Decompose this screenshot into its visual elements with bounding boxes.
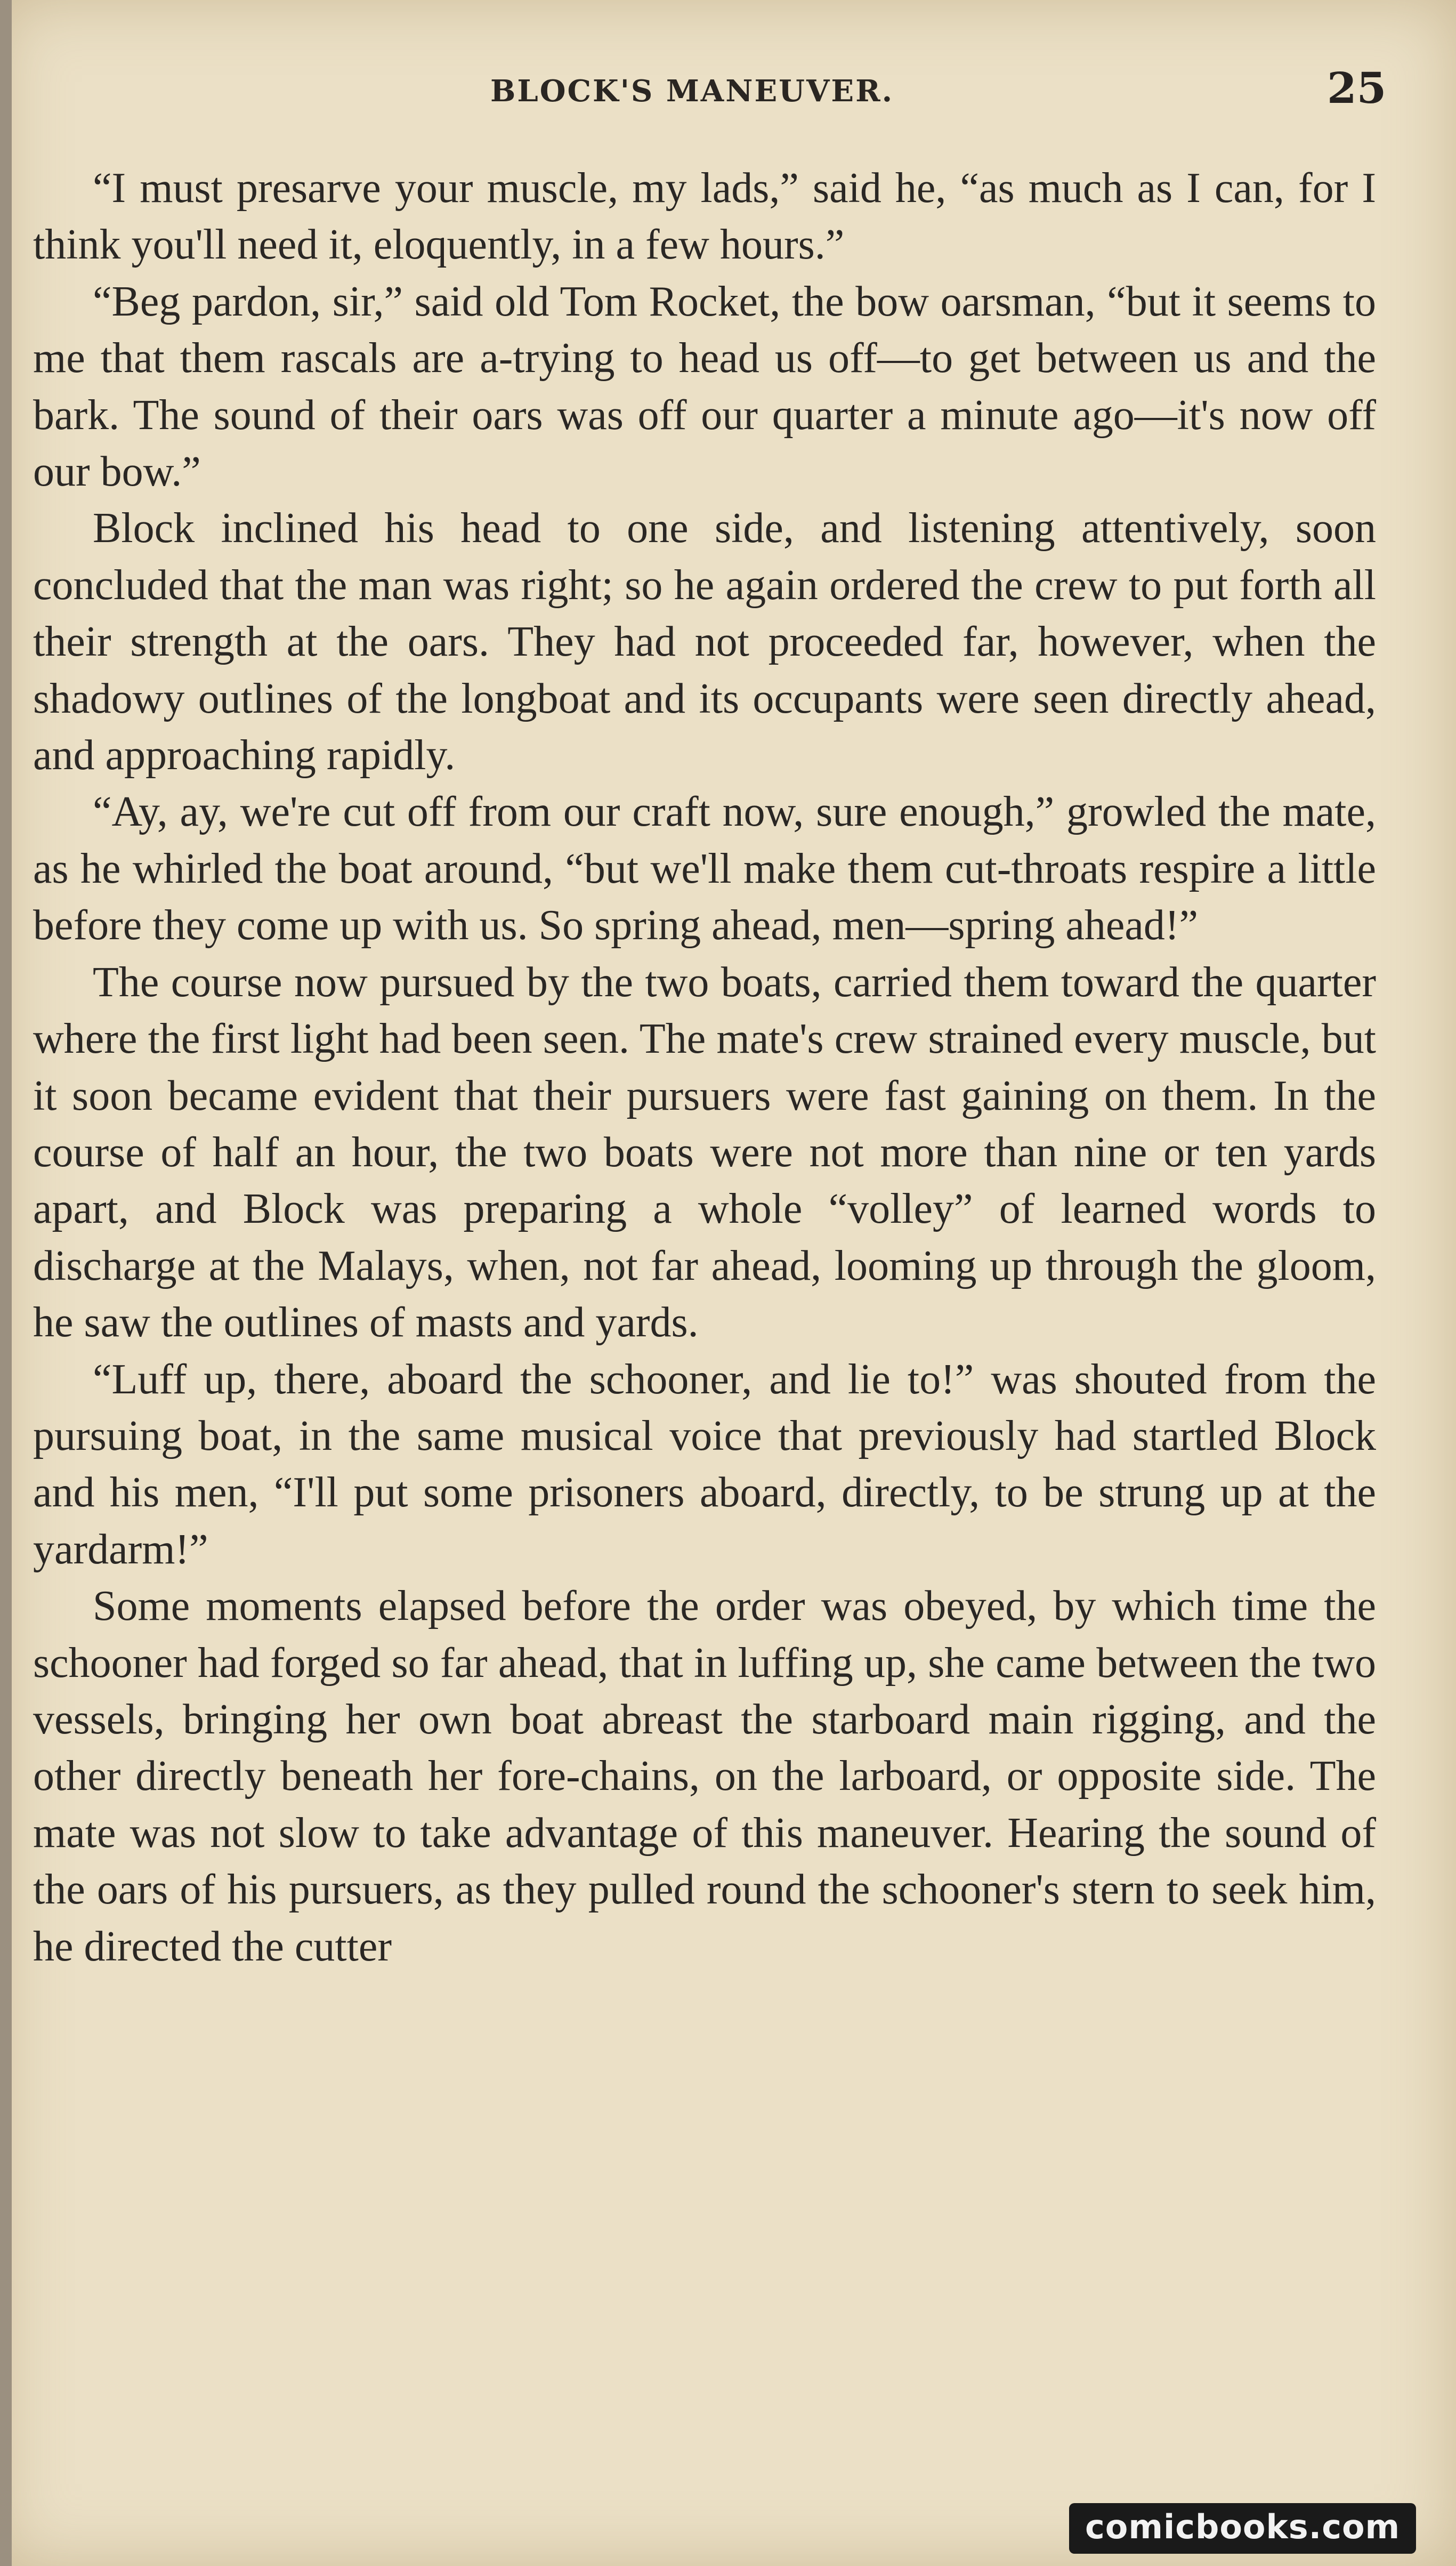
paragraph-1: “I must presarve your muscle, my lads,” said he, “as much as I can, for I think you'll need it, eloquently, in a few hours.” (33, 165, 1376, 269)
paragraph-4: “Ay, ay, we're cut off from our craft now, sure enough,” growled the mate, as he whirled the boat around, “but we'll make them cut-throats respire a little before they come up with us. So spring ahead, men—spring ahead!” (33, 788, 1376, 949)
paragraph-2: “Beg pardon, sir,” said old Tom Rocket, the bow oarsman, “but it seems to me that them rascals are a-trying to head us off—to get between us and the bark. The sound of their oars was off our quarter a minute ago—it's now off our bow.” (33, 278, 1376, 496)
page-header (0, 58, 1456, 122)
body-text (33, 160, 1376, 1975)
paragraph-6: “Luff up, there, aboard the schooner, and lie to!” was shouted from the pursuing boat, in the same musical voice that previously had startled Block and his men, “I'll put some prisoners aboard, directly, to be strung up at the yardarm!” (33, 1355, 1376, 1573)
running-title: BLOCK'S MANEUVER. (490, 74, 894, 109)
paragraph-3: Block inclined his head to one side, and listening attentively, soon concluded that the man was right; so he again ordered the crew to put forth all their strength at the oars. They had not proceeded far, however, when the shadowy outlines of the longboat and its occupants were seen directly ahead, and approaching rapidly. (33, 505, 1376, 779)
paragraph-5: The course now pursued by the two boats, carried them toward the quarter where the first light had been seen. The mate's crew strained every muscle, but it soon became evident that their pursuers were fast gaining on them. In the course of half an hour, the two boats were not more than nine or ten yards apart, and Block was preparing a whole “volley” of learned words to discharge at the Malays, when, not far ahead, looming up through the gloom, he saw the outlines of masts and yards. (33, 958, 1376, 1346)
page-edge (0, 0, 12, 2566)
watermark-logo: comicbooks.com (1069, 2503, 1416, 2554)
paragraph-7: Some moments elapsed before the order was obeyed, by which time the schooner had forged so far ahead, that in luffing up, she came between the two vessels, bringing her own boat abreast the starboard main rigging, and the other directly beneath her fore-chains, on the larboard, or opposite side. The mate was not slow to take advantage of this maneuver. Hearing the sound of the oars of his pursuers, as they pulled round the schooner's stern to seek him, he directed the cutter (33, 1583, 1376, 1970)
page-number: 25 (1327, 63, 1387, 113)
